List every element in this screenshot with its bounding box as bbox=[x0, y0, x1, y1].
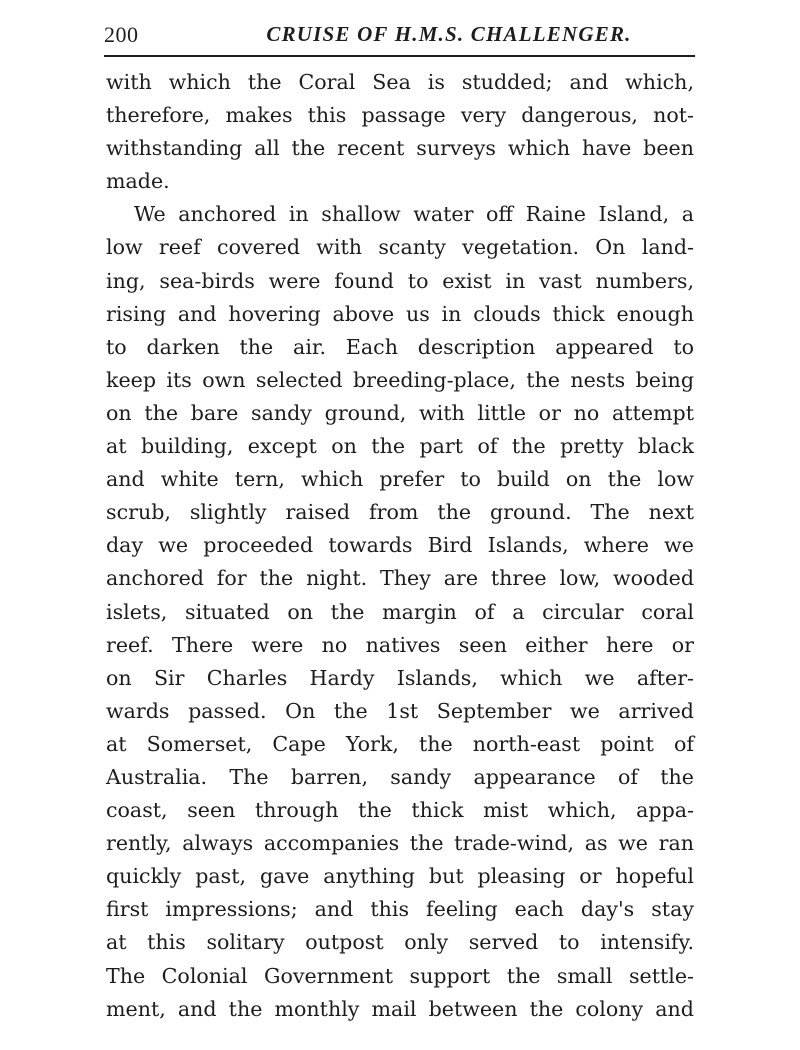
text-line: wards passed. On the 1st September we arrived bbox=[106, 698, 694, 723]
page-number: 200 bbox=[104, 22, 139, 47]
text-line: rently, always accompanies the trade-wind, as we ran bbox=[106, 831, 694, 856]
text-line: withstanding all the recent surveys which have been bbox=[106, 136, 694, 161]
text-line: on the bare sandy ground, with little or no attempt bbox=[106, 400, 694, 425]
text-line: first impressions; and this feeling each day's stay bbox=[106, 897, 694, 922]
text-line: quickly past, gave anything but pleasing or hopeful bbox=[106, 864, 694, 889]
text-line: on Sir Charles Hardy Islands, which we after- bbox=[106, 665, 694, 690]
body-text bbox=[106, 66, 694, 1026]
text-line: Australia. The barren, sandy appearance of the bbox=[106, 764, 694, 789]
text-line: rising and hovering above us in clouds thick enough bbox=[106, 301, 694, 326]
text-line: with which the Coral Sea is studded; and which, bbox=[106, 70, 694, 94]
text-line: low reef covered with scanty vegetation. On land- bbox=[106, 235, 694, 260]
running-head bbox=[104, 16, 694, 52]
text-line: The Colonial Government support the small settle- bbox=[106, 963, 694, 988]
text-line: at building, except on the part of the pretty black bbox=[106, 434, 694, 459]
text-line: islets, situated on the margin of a circular coral bbox=[106, 599, 694, 624]
running-title: CRUISE OF H.M.S. CHALLENGER. bbox=[266, 22, 632, 46]
text-line: and white tern, which prefer to build on the low bbox=[106, 467, 694, 492]
header-rule bbox=[104, 55, 695, 57]
text-line: ing, sea-birds were found to exist in vast numbers, bbox=[106, 268, 694, 293]
text-line: made. bbox=[106, 169, 170, 194]
text-line: therefore, makes this passage very dangerous, not- bbox=[106, 103, 694, 128]
text-line: at this solitary outpost only served to intensify. bbox=[106, 930, 694, 955]
text-line: scrub, slightly raised from the ground. The next bbox=[106, 500, 694, 525]
text-line: ment, and the monthly mail between the colony and bbox=[106, 996, 694, 1021]
text-line: reef. There were no natives seen either here or bbox=[106, 632, 694, 657]
text-line: at Somerset, Cape York, the north-east point of bbox=[106, 731, 694, 756]
text-line: coast, seen through the thick mist which, appa- bbox=[106, 798, 694, 823]
text-line: We anchored in shallow water off Raine Island, a bbox=[134, 202, 694, 227]
text-line: to darken the air. Each description appeared to bbox=[106, 334, 694, 359]
text-line: keep its own selected breeding-place, the nests being bbox=[106, 367, 694, 392]
text-line: day we proceeded towards Bird Islands, where we bbox=[106, 533, 694, 558]
text-line: anchored for the night. They are three low, wooded bbox=[106, 566, 694, 591]
